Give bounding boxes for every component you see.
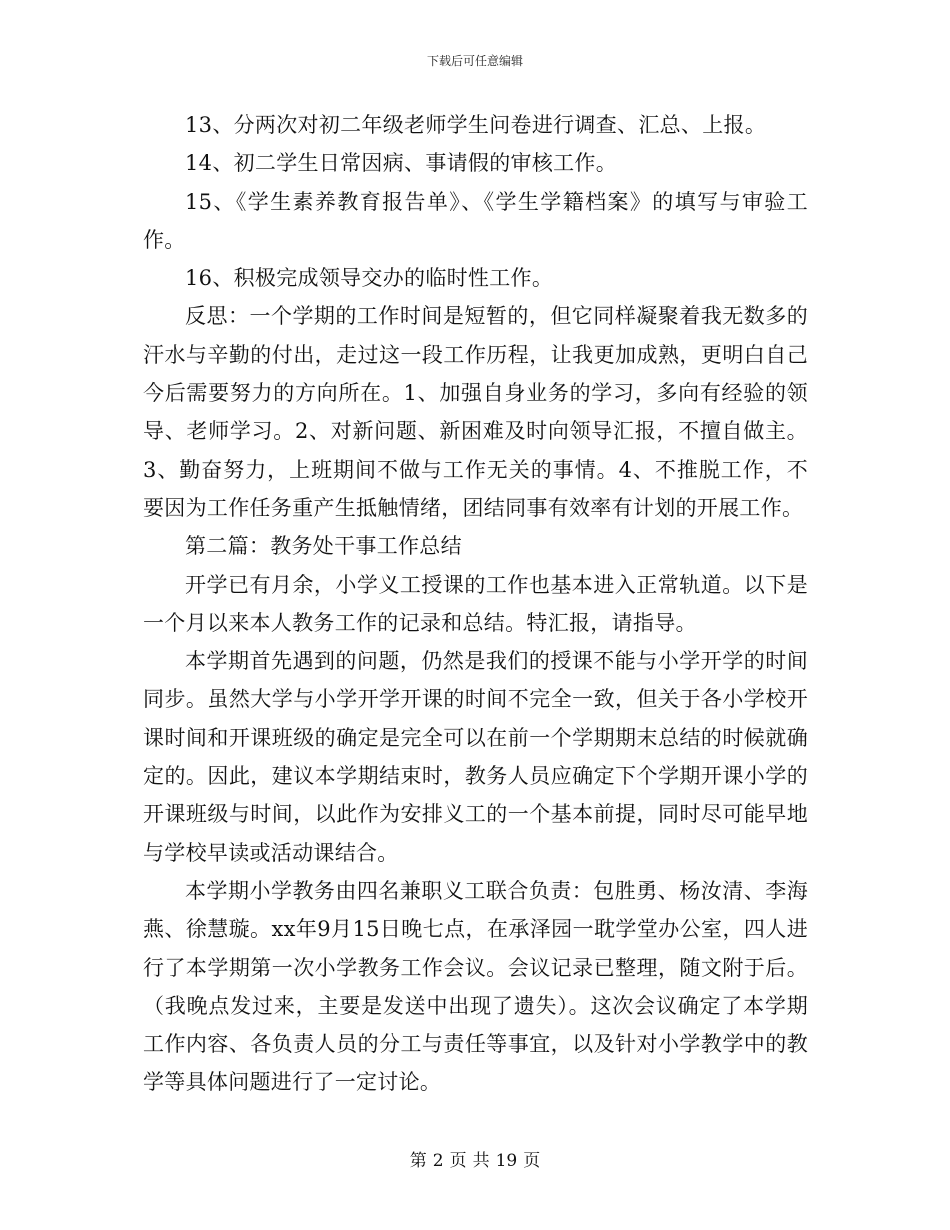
footer-prefix: 第	[409, 1151, 427, 1171]
page-footer	[0, 1150, 950, 1172]
footer-total-pages: 19	[495, 1151, 518, 1171]
page-header: 下载后可任意编辑	[426, 54, 523, 68]
paragraph-intro: 开学已有月余，小学义工授课的工作也基本进入正常轨道。以下是一个月以来本人教务工作的记录和总结。特汇报，请指导。	[143, 572, 808, 635]
paragraph-item-16: 16、积极完成领导交办的临时性工作。	[185, 266, 554, 291]
paragraph-item-13: 13、分两次对初二年级老师学生问卷进行调查、汇总、上报。	[185, 113, 767, 137]
footer-mid2: 共	[472, 1151, 490, 1171]
paragraph-item-14: 14、初二学生日常因病、事请假的审核工作。	[185, 151, 618, 176]
document-body	[143, 106, 808, 1102]
footer-suffix: 页	[523, 1151, 541, 1171]
section-heading: 第二篇：教务处干事工作总结	[185, 534, 462, 559]
footer-mid1: 页	[449, 1151, 467, 1171]
paragraph-staff: 本学期小学教务由四名兼职义工联合负责：包胜勇、杨汝清、李海燕、徐慧璇。xx年9月15日晚七点，在承泽园一耽学堂办公室，四人进行了本学期第一次小学教务工作会议。会议记录已整理，随文附于后。（我晚点发过来，主要是发送中出现了遗失）。这次会议确定了本学期工作内容、各负责人员的分工与责任等事宜，以及针对小学教学中的教学等具体问题进行了一定讨论。	[143, 878, 808, 1095]
paragraph-reflection: 反思：一个学期的工作时间是短暂的，但它同样凝聚着我无数多的汗水与辛勤的付出，走过这一段工作历程，让我更加成熟，更明白自己今后需要努力的方向所在。1、加强自身业务的学习，多向有经验的领导、老师学习。2、对新问题、新困难及时向领导汇报，不擅自做主。3、勤奋努力，上班期间不做与工作无关的事情。4、不推脱工作，不要因为工作任务重产生抵触情绪，团结同事有效率有计划的开展工作。	[143, 304, 808, 520]
footer-current-page: 2	[432, 1151, 444, 1171]
paragraph-item-15: 15、《学生素养教育报告单》、《学生学籍档案》的填写与审验工作。	[143, 189, 808, 252]
paragraph-problem: 本学期首先遇到的问题，仍然是我们的授课不能与小学开学的时间同步。虽然大学与小学开学开课的时间不完全一致，但关于各小学校开课时间和开课班级的确定是完全可以在前一个学期期末总结的时候就确定的。因此，建议本学期结束时，教务人员应确定下个学期开课小学的开课班级与时间，以此作为安排义工的一个基本前提，同时尽可能早地与学校早读或活动课结合。	[143, 649, 808, 865]
